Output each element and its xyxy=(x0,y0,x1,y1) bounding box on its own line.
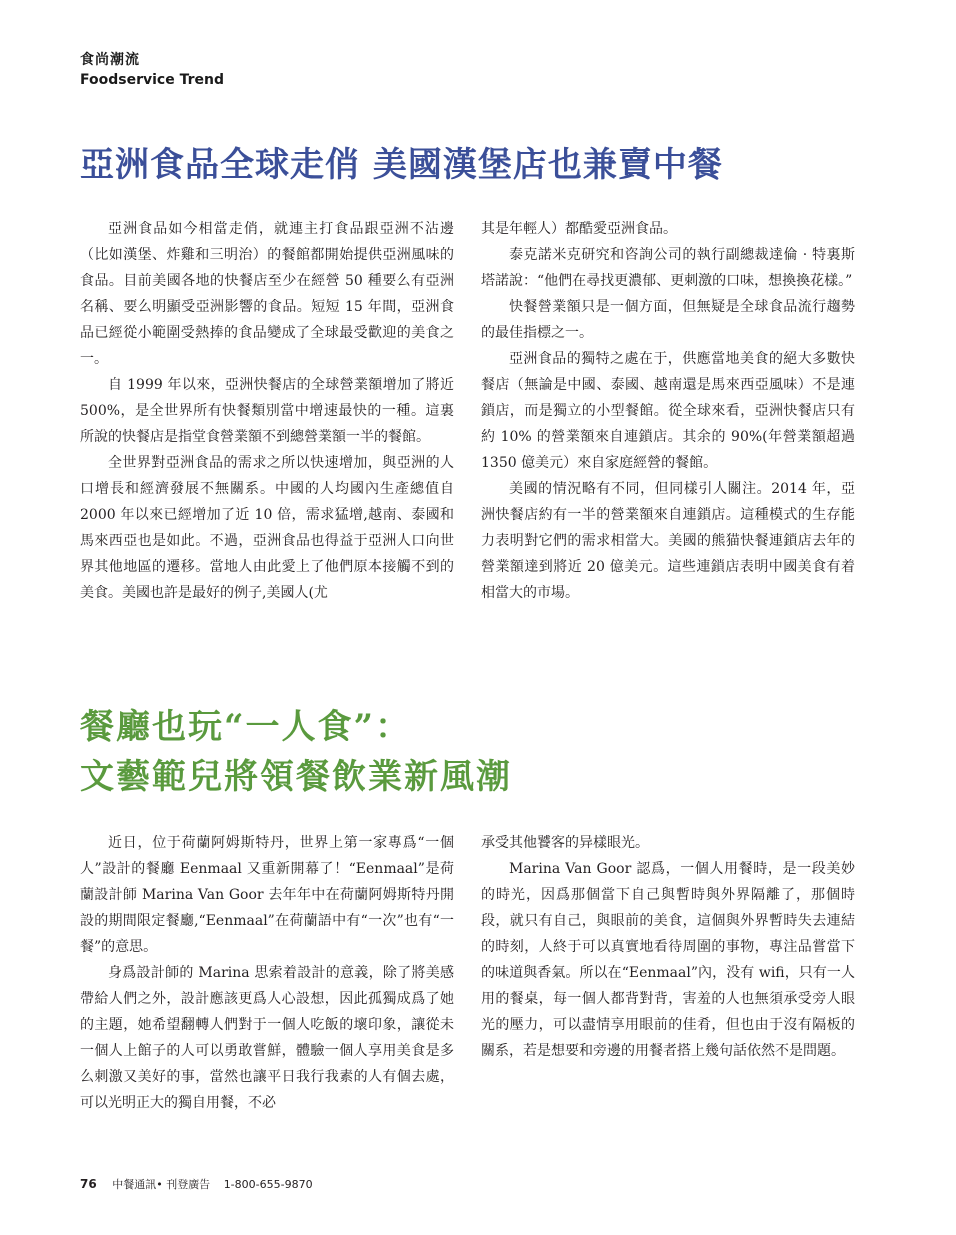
article2-paragraph: 身爲設計師的 Marina 思索着設計的意義，除了將美感帶給人們之外，設計應該更爲人心設想，因此孤獨成爲了她的主題，她希望翻轉人們對于一個人吃飯的壞印象，讓從未一個人上館子的人可以勇敢嘗鮮，體驗一個人享用美食是多么刺激又美好的事，當然也讓平日我行我素的人有個去處，可以光明正大的獨自用餐，不必 xyxy=(80,965,454,1111)
article1-paragraph: 自 1999 年以來，亞洲快餐店的全球營業額增加了將近 500%，是全世界所有快餐類別當中增速最快的一種。這裏所說的快餐店是指堂食營業額不到總營業額一半的餐館。 xyxy=(80,377,454,445)
article2-column-left xyxy=(80,830,454,1116)
article1-column-left xyxy=(80,216,454,606)
section-title-zh: 食尚潮流 xyxy=(80,52,140,68)
section-title-en: Foodservice Trend xyxy=(80,72,224,88)
article1-paragraph: 快餐營業額只是一個方面，但無疑是全球食品流行趨勢的最佳指標之一。 xyxy=(481,299,855,341)
article1-headline: 亞洲食品全球走俏 美國漢堡店也兼賣中餐 xyxy=(80,145,723,185)
article1-paragraph: 全世界對亞洲食品的需求之所以快速增加，與亞洲的人口增長和經濟發展不無關系。中國的人均國內生產總值自 2000 年以來已經增加了近 10 倍，需求猛增,越南、泰國和馬來西亞也是如此。不過，亞洲食品也得益于亞洲人口向世界其他地區的遷移。當地人由此愛上了他們原本接觸不到的美食。美國也許是最好的例子,美國人(尤 xyxy=(80,455,454,601)
article1-paragraph: 美國的情況略有不同，但同樣引人關注。2014 年，亞洲快餐店約有一半的營業額來自連鎖店。這種模式的生存能力表明對它們的需求相當大。美國的熊猫快餐連鎖店去年的營業額達到將近 20 億美元。這些連鎖店表明中國美食有着相當大的市場。 xyxy=(481,481,855,601)
phone-number: 1-800-655-9870 xyxy=(223,1178,313,1191)
article1-paragraph: 亞洲食品的獨特之處在于，供應當地美食的絕大多數快餐店（無論是中國、泰國、越南還是馬來西亞風味）不是連鎖店，而是獨立的小型餐館。從全球來看，亞洲快餐店只有約 10% 的營業額來自連鎖店。其余的 90%(年營業額超過 1350 億美元）來自家庭經營的餐館。 xyxy=(481,351,855,471)
article2-headline-line2: 文藝範兒將領餐飲業新風潮 xyxy=(80,757,512,797)
article1-column-right xyxy=(481,216,855,606)
article2-headline-line1: 餐廳也玩“一人食”： xyxy=(80,707,412,747)
publication-name: 中餐通訊• 刊登廣告 xyxy=(112,1178,211,1191)
article1-paragraph-continued: 其是年輕人）都酷愛亞洲食品。 xyxy=(481,221,677,237)
article2-paragraph: 近日，位于荷蘭阿姆斯特丹，世界上第一家專爲“一個人”設計的餐廳 Eenmaal 又重新開幕了！“Eenmaal”是荷蘭設計師 Marina Van Goor 去年年中在荷蘭阿姆斯特丹開設的期間限定餐廳,“Eenmaal”在荷蘭語中有“一次”也有“一餐”的意思。 xyxy=(80,835,454,955)
article2-headline xyxy=(80,702,512,802)
article2-column-right xyxy=(481,830,855,1064)
page-footer xyxy=(80,1176,313,1192)
article1-paragraph: 泰克諾米克研究和咨詢公司的執行副總裁達倫 · 特裏斯塔諾說：“他們在尋找更濃郁、更刺激的口味，想換換花樣。” xyxy=(481,247,855,289)
article1-paragraph: 亞洲食品如今相當走俏，就連主打食品跟亞洲不沾邊（比如漢堡、炸雞和三明治）的餐館都開始提供亞洲風味的食品。目前美國各地的快餐店至少在經營 50 種要么有亞洲名稱、要么明顯受亞洲影響的食品。短短 15 年間，亞洲食品已經從小範圍受熱捧的食品變成了全球最受歡迎的美食之一。 xyxy=(80,221,454,367)
page-number: 76 xyxy=(80,1177,97,1191)
article2-paragraph-continued: 承受其他饕客的异樣眼光。 xyxy=(481,835,649,851)
section-label xyxy=(80,50,224,90)
article2-paragraph: Marina Van Goor 認爲，一個人用餐時，是一段美妙的時光，因爲那個當下自己與暫時與外界隔離了，那個時段，就只有自己，與眼前的美食，這個與外界暫時失去連結的時刻，人終于可以真實地看待周圍的事物，專注品嘗當下的味道與香氣。所以在“Eenmaal”內，没有 wifi，只有一人用的餐桌，每一個人都背對背，害羞的人也無須承受旁人眼光的壓力，可以盡情享用眼前的佳肴，但也由于沒有隔板的關系，若是想要和旁邊的用餐者搭上幾句話依然不是問題。 xyxy=(481,861,855,1059)
